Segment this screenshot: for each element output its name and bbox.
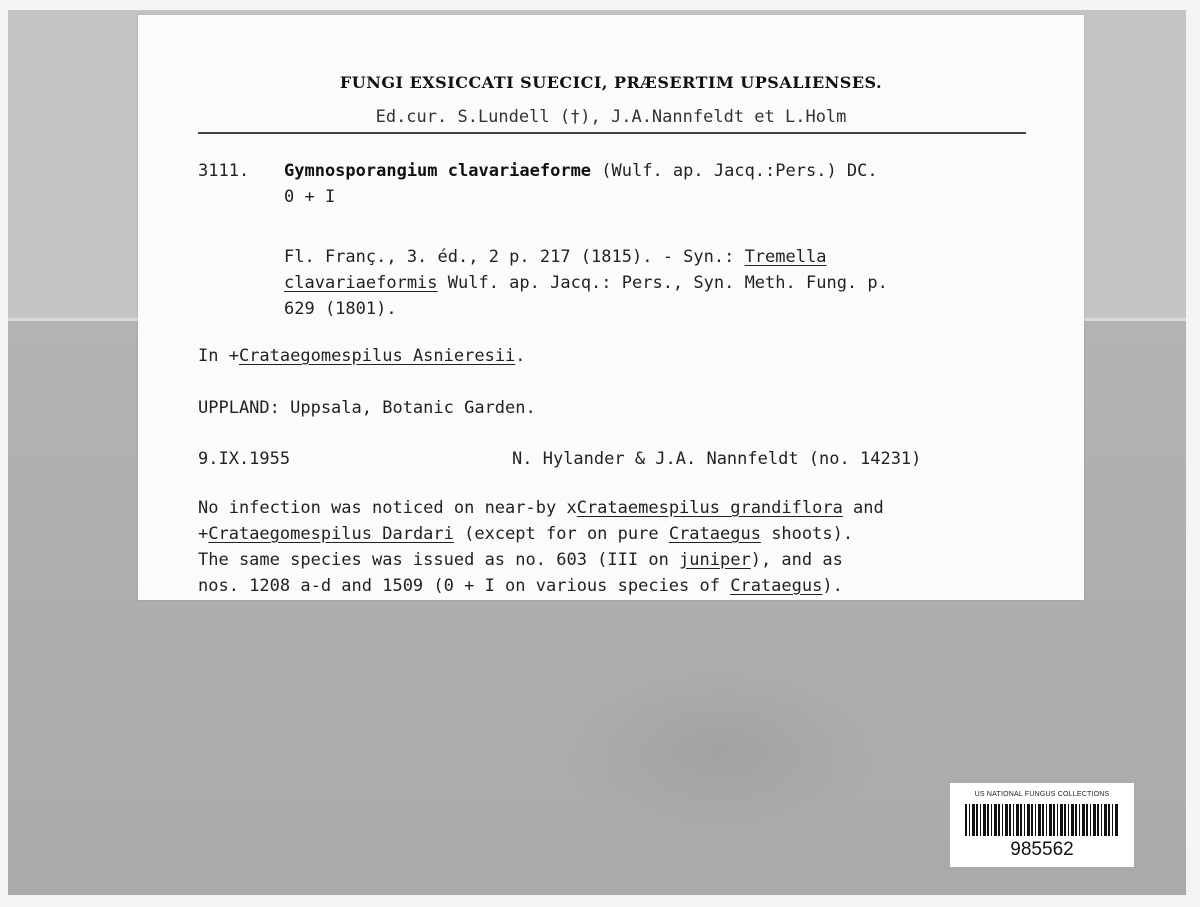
note-text: nos. 1208 a-d and 1509 (0 + I on various species of (198, 576, 731, 596)
synonym-epithet: clavariaeformis (284, 273, 438, 293)
label-title: FUNGI EXSICCATI SUECICI, PRÆSERTIM UPSALIENSES. (339, 73, 883, 92)
species-line (284, 158, 878, 184)
notes-block (198, 495, 884, 599)
citation-text: Wulf. ap. Jacq.: Pers., Syn. Meth. Fung. p. (437, 273, 888, 293)
citation-block (284, 244, 888, 322)
note-line-4 (198, 573, 884, 599)
host-prefix: In + (198, 346, 239, 366)
locality: UPPLAND: Uppsala, Botanic Garden. (198, 398, 536, 418)
host-suffix: . (515, 346, 526, 366)
note-taxon: Crataegus (668, 524, 761, 544)
citation-line-2 (284, 270, 888, 296)
exsiccata-number: 3111. (198, 161, 250, 181)
note-text: The same species was issued as no. 603 (III on (198, 550, 680, 570)
host-line (198, 343, 526, 369)
species-authority: (Wulf. ap. Jacq.:Pers.) DC. (591, 161, 878, 181)
note-text: shoots). (760, 524, 854, 544)
note-text: and (842, 498, 884, 518)
collectors: N. Hylander & J.A. Nannfeldt (no. 14231) (512, 449, 922, 469)
note-taxon: juniper (679, 550, 751, 570)
synonym-genus: Tremella (744, 247, 827, 267)
barcode-bars (965, 804, 1119, 836)
note-text: + (198, 524, 209, 544)
citation-line-3: 629 (1801). (284, 299, 397, 319)
note-text: No infection was noticed on near-by x (198, 498, 577, 518)
note-taxon: Crataegus (730, 576, 823, 596)
spore-stages: 0 + I (284, 187, 336, 207)
barcode-institution: US NATIONAL FUNGUS COLLECTIONS (974, 791, 1110, 798)
barcode-number: 985562 (1010, 839, 1074, 860)
note-text: (except for on pure (453, 524, 669, 544)
note-line-1 (198, 495, 884, 521)
note-line-3 (198, 547, 884, 573)
note-taxon: Crataemespilus grandiflora (576, 498, 843, 518)
specimen-label (138, 15, 1084, 600)
label-editors: Ed.cur. S.Lundell (†), J.A.Nannfeldt et L.Holm (375, 107, 847, 127)
citation-text: Fl. Franç., 3. éd., 2 p. 217 (1815). - Syn.: (284, 247, 745, 267)
note-text: ), and as (750, 550, 843, 570)
note-line-2 (198, 521, 884, 547)
barcode-label (950, 783, 1134, 867)
title-rule (198, 132, 1026, 134)
note-taxon: Crataegomespilus Dardari (208, 524, 454, 544)
collection-date: 9.IX.1955 (198, 449, 291, 469)
species-name: Gymnosporangium clavariaeforme (284, 161, 592, 181)
host-name: Crataegomespilus Asnieresii (238, 346, 516, 366)
citation-line-1 (284, 244, 888, 270)
sheet-stain (560, 660, 880, 840)
note-text: ). (822, 576, 843, 596)
